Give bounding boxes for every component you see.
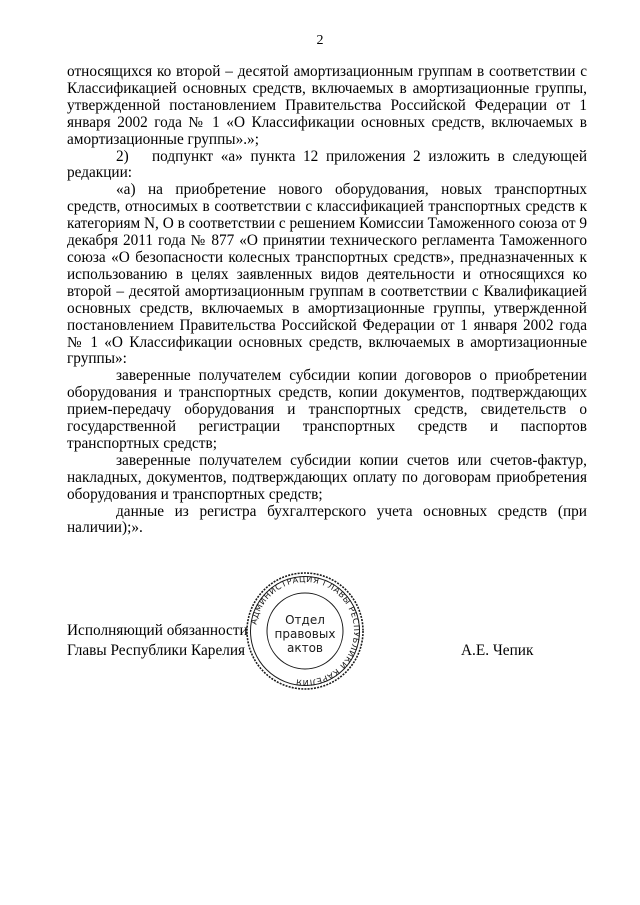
paragraph-invoices: заверенные получателем субсидии копии счетов или счетов-фактур, накладных, документов, подтверждающих оплату по договорам приобретения оборудования и транспортных средств; xyxy=(67,451,587,503)
paragraph-item-2 xyxy=(67,149,587,183)
official-stamp xyxy=(244,570,366,692)
signature-position-line1: Исполняющий обязанности xyxy=(67,622,248,639)
paragraph-continuation: относящихся ко второй – десятой амортизационным группам в соответствии с Классификацией основных средств, включаемых в амортизационные группы, утвержденной постановлением Правительства Российской Федерации от 1 января 2002 года № 1 «О Классификации основных средств, включаемых в амортизационные группы».»; xyxy=(67,63,587,148)
stamp-line-3: актов xyxy=(286,641,324,655)
document-body xyxy=(67,64,587,537)
paragraph-registry: данные из регистра бухгалтерского учета основных средств (при наличии);». xyxy=(67,502,587,537)
stamp-ring-text: АДМИНИСТРАЦИЯ ГЛАВЫ РЕСПУБЛИКИ КАРЕЛИЯ xyxy=(248,573,363,689)
signature-name: А.Е. Чепик xyxy=(461,642,534,659)
page-number: 2 xyxy=(316,33,324,48)
stamp-line-1: Отдел xyxy=(285,613,325,627)
paragraph-subitem-a: «а) на приобретение нового оборудования, новых транспортных средств, относимых в соответствии с классификацией транспортных средств к категориям N, O в соответствии с решением Комиссии Таможенного союза от 9 декабря 2011 года № 877 «О принятии технического регламента Таможенного союза «О безопасности колесных транспортных средств», предназначенных к использованию в целях заявленных видов деятельности и относящихся ко второй – десятой амортизационным группам в соответствии с Квалификацией основных средств, включаемых в амортизационные группы, утвержденной постановлением Правительства Российской Федерации от 1 января 2002 года № 1 «О Классификации основных средств, включаемых в амортизационные группы»: xyxy=(67,181,587,368)
item-text: подпункт «а» пункта 12 приложения 2 изложить в следующей редакции: xyxy=(67,147,587,182)
stamp-line-2: правовых xyxy=(274,627,336,641)
paragraph-contracts: заверенные получателем субсидии копии договоров о приобретении оборудования и транспортных средств, копии документов, подтверждающих прием-передачу оборудования и транспортных средств, свидетельств о государственной регистрации транспортных средств и паспортов транспортных средств; xyxy=(67,367,587,452)
item-number: 2) xyxy=(116,147,129,165)
signature-position-line2: Главы Республики Карелия xyxy=(67,642,246,659)
signature-position xyxy=(67,621,248,661)
